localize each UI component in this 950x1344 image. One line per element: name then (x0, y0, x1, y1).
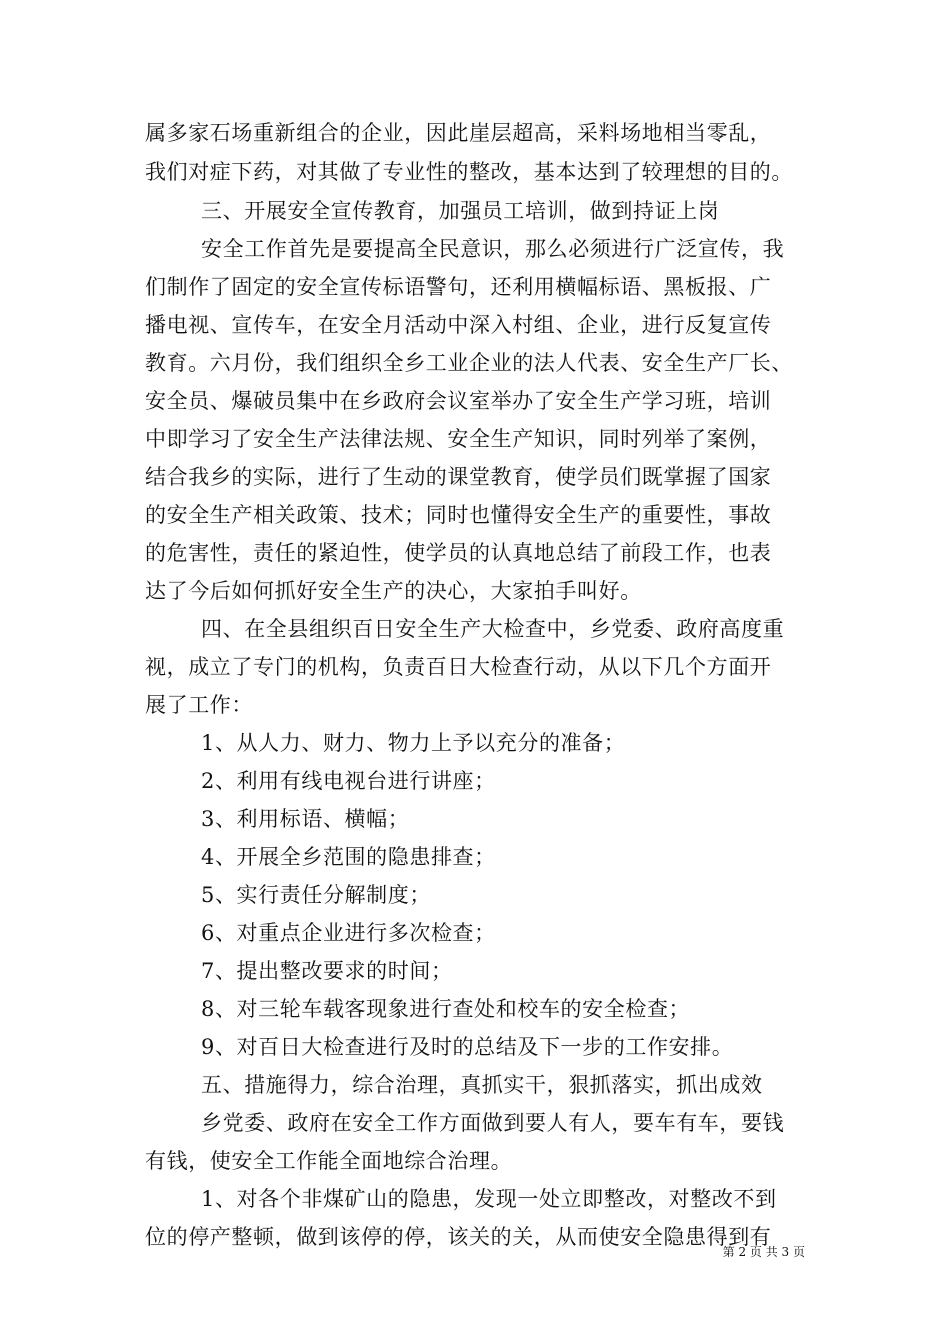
list-item: 8、对三轮车载客现象进行查处和校车的安全检查； (201, 997, 691, 1021)
list-item: 3、利用标语、横幅； (201, 807, 410, 831)
list-item: 4、开展全乡范围的隐患排查； (201, 845, 496, 869)
text-line: 四、在全县组织百日安全生产大检查中，乡党委、政府高度重 (201, 617, 785, 641)
text-line: 安全员、爆破员集中在乡政府会议室举办了安全生产学习班，培训 (145, 389, 772, 413)
text-line: 结合我乡的实际，进行了生动的课堂教育，使学员们既掌握了国家 (145, 465, 772, 489)
list-item: 6、对重点企业进行多次检查； (201, 921, 496, 945)
text-line: 安全工作首先是要提高全民意识，那么必须进行广泛宣传，我 (201, 237, 785, 261)
text-line: 达了今后如何抓好安全生产的决心，大家拍手叫好。 (145, 579, 642, 603)
text-line: 乡党委、政府在安全工作方面做到要人有人，要车有车，要钱 (201, 1111, 785, 1135)
text-line: 播电视、宣传车，在安全月活动中深入村组、企业，进行反复宣传 (145, 313, 772, 337)
text-line: 的危害性，责任的紧迫性，使学员的认真地总结了前段工作，也表 (145, 541, 772, 565)
text-line: 中即学习了安全生产法律法规、安全生产知识，同时列举了案例， (145, 427, 772, 451)
text-line: 属多家石场重新组合的企业，因此崖层超高，采料场地相当零乱， (145, 121, 772, 145)
page-number: 第 2 页 共 3 页 (722, 1245, 805, 1259)
text-line: 位的停产整顿，做到该停的停，该关的关，从而使安全隐患得到有 (145, 1225, 772, 1249)
list-item: 1、从人力、财力、物力上予以充分的准备； (201, 731, 626, 755)
text-line: 的安全生产相关政策、技术；同时也懂得安全生产的重要性，事故 (145, 503, 772, 527)
list-item: 7、提出整改要求的时间； (201, 959, 453, 983)
section-heading: 五、措施得力，综合治理，真抓实干，狠抓落实，抓出成效 (201, 1073, 763, 1097)
text-line: 们制作了固定的安全宣传标语警句，还利用横幅标语、黑板报、广 (145, 275, 772, 299)
text-line: 1、对各个非煤矿山的隐患，发现一处立即整改，对整改不到 (201, 1187, 777, 1211)
section-heading: 三、开展安全宣传教育，加强员工培训，做到持证上岗 (201, 199, 720, 223)
text-line: 视，成立了专门的机构，负责百日大检查行动，从以下几个方面开 (145, 655, 772, 679)
text-line: 展了工作： (145, 693, 253, 717)
list-item: 9、对百日大检查进行及时的总结及下一步的工作安排。 (201, 1035, 734, 1059)
list-item: 5、实行责任分解制度； (201, 883, 431, 907)
text-line: 有钱，使安全工作能全面地综合治理。 (145, 1149, 513, 1173)
text-line: 教育。六月份，我们组织全乡工业企业的法人代表、安全生产厂长、 (145, 351, 793, 375)
list-item: 2、利用有线电视台进行讲座； (201, 769, 496, 793)
text-line: 我们对症下药，对其做了专业性的整改，基本达到了较理想的目的。 (145, 160, 793, 184)
